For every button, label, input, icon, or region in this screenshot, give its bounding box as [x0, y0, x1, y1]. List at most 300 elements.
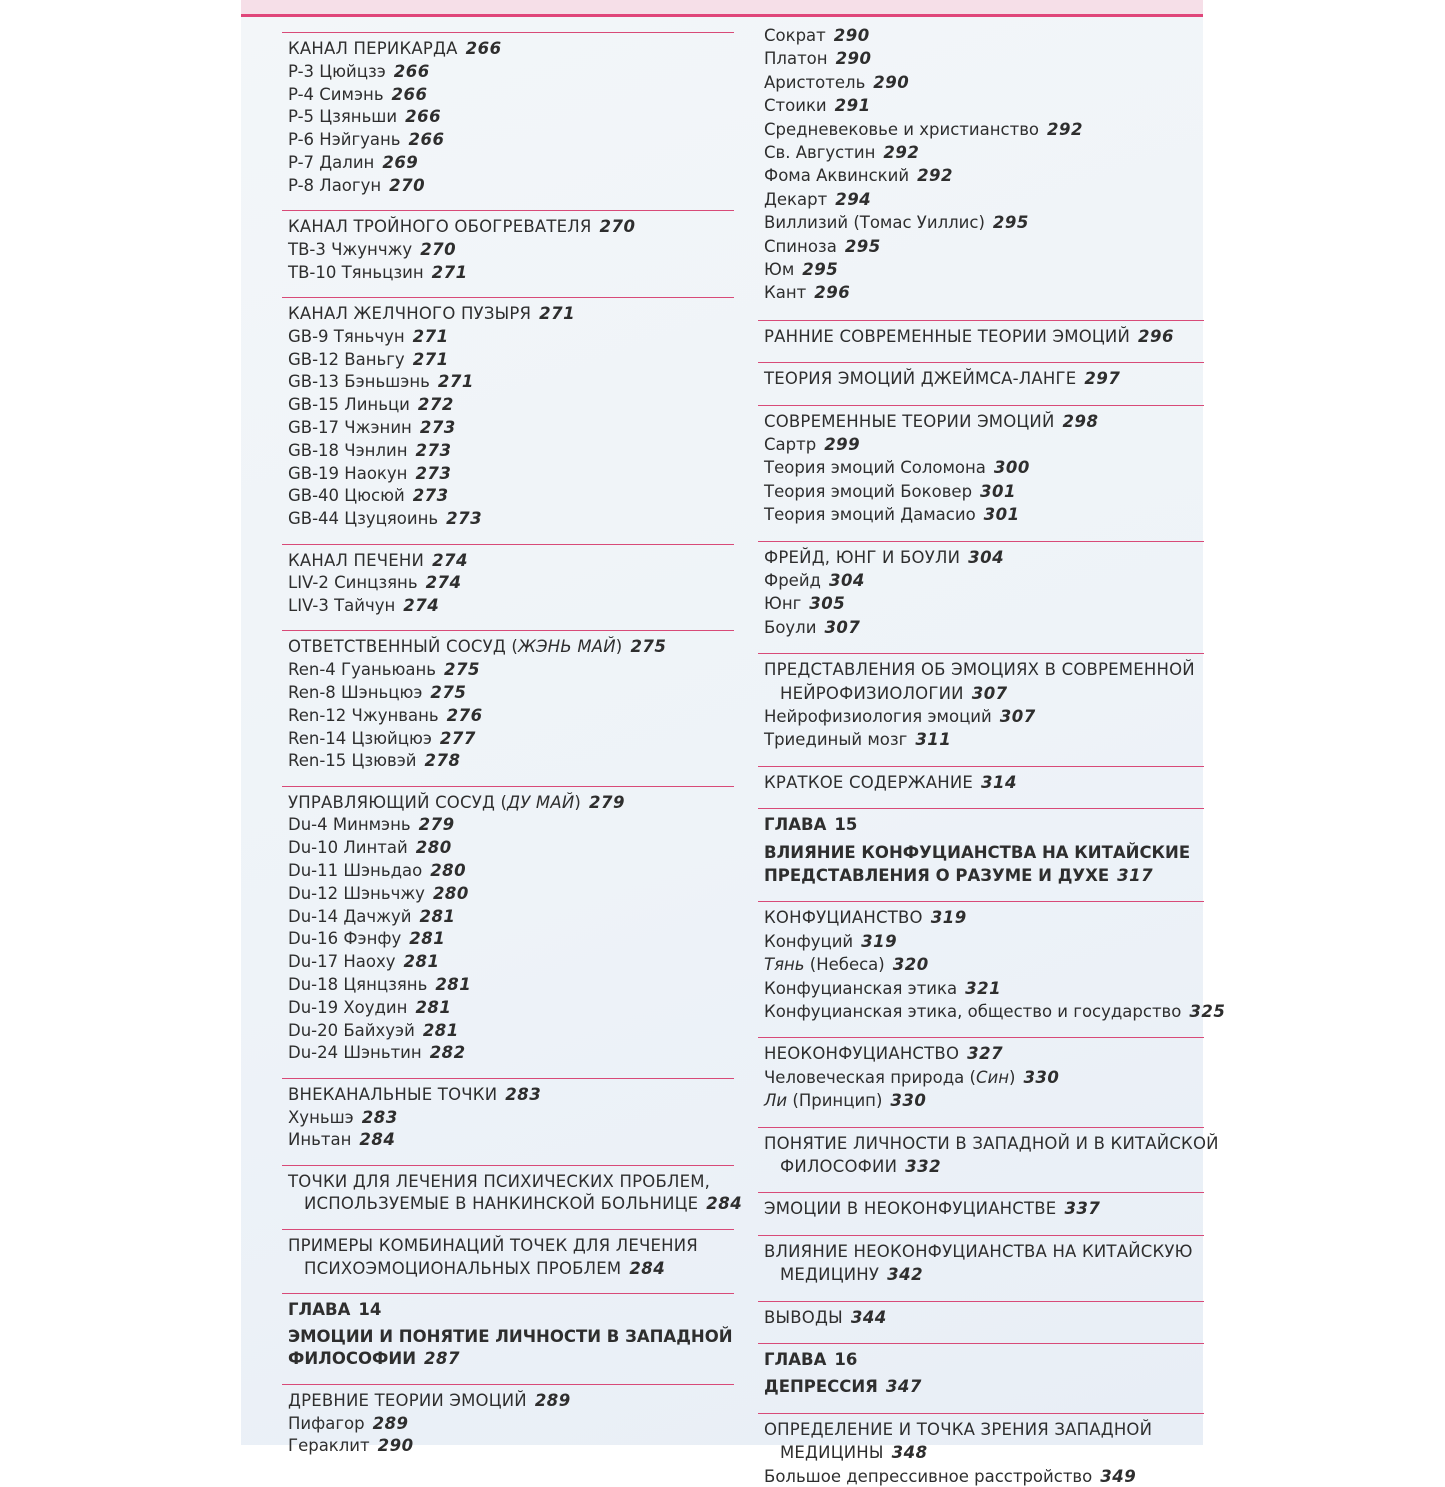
entry-label: LIV-2 Синцзянь: [288, 573, 418, 593]
entry-label: Декарт: [764, 189, 828, 209]
toc-section: [282, 630, 734, 771]
toc-section: [758, 1127, 1219, 1176]
toc-section: [758, 1343, 1204, 1397]
toc-entry[interactable]: [288, 1043, 466, 1063]
page-number: 277: [439, 728, 476, 748]
page-number: 319: [930, 908, 967, 928]
toc-section: [758, 766, 1204, 792]
page-number: 273: [415, 440, 452, 460]
toc-entry[interactable]: [764, 237, 881, 257]
entry-label: GB-12 Ваньгу: [288, 349, 405, 369]
page-number: 290: [833, 26, 870, 45]
page-number: 281: [415, 997, 452, 1017]
toc-entry[interactable]: [764, 143, 919, 163]
entry-label: Du-20 Байхуэй: [288, 1020, 415, 1040]
toc-entry[interactable]: [288, 441, 451, 461]
page-number: 275: [444, 660, 480, 680]
entry-label: Конфуцианская этика, общество и государство: [764, 1001, 1182, 1021]
toc-entry[interactable]: [764, 120, 1083, 140]
toc-entry[interactable]: [288, 838, 452, 858]
toc-entry[interactable]: [288, 395, 454, 415]
toc-entry[interactable]: [288, 751, 460, 771]
section-title: ОТВЕТСТВЕННЫЙ СОСУД (: [288, 637, 519, 657]
section-title: ДРЕВНИЕ ТЕОРИИ ЭМОЦИЙ: [288, 1390, 527, 1410]
page-number: 278: [424, 751, 461, 771]
entry-label: Теория эмоций Дамасио: [764, 505, 976, 525]
entry-label: Du-17 Наоху: [288, 952, 396, 972]
section-heading[interactable]: [764, 1242, 1193, 1262]
entry-label: Стоики: [764, 96, 827, 116]
section-heading[interactable]: [764, 548, 1004, 568]
page-number: 330: [890, 1091, 927, 1111]
page-number: 311: [915, 730, 952, 750]
chapter-title-text: ПРЕДСТАВЛЕНИЯ О РАЗУМЕ И ДУХЕ: [764, 865, 1110, 885]
page-number: 272: [417, 395, 454, 415]
section-heading[interactable]: [288, 637, 666, 657]
toc-entry[interactable]: [288, 729, 476, 749]
page-number: 301: [983, 505, 1020, 525]
entry-label: GB-44 Цзуцяоинь: [288, 509, 439, 529]
toc-section: [282, 297, 734, 529]
section-title: ФИЛОСОФИИ: [780, 1156, 898, 1176]
page-number: 274: [403, 596, 440, 616]
toc-section: [758, 1235, 1204, 1285]
toc-entry[interactable]: [764, 213, 1029, 233]
chapter-word: ГЛАВА: [764, 815, 827, 835]
entry-label: Большое депрессивное расстройство: [764, 1466, 1093, 1486]
section-title: НЕЙРОФИЗИОЛОГИИ: [780, 683, 964, 703]
section-heading-cont[interactable]: [764, 1265, 923, 1285]
toc-entry[interactable]: [288, 683, 466, 703]
entry-label: Виллизий (Томас Уиллис): [764, 213, 985, 233]
toc-entry[interactable]: [764, 26, 870, 46]
entry-label: Нейрофизиология эмоций: [764, 706, 992, 726]
section-title: ИСПОЛЬЗУЕМЫЕ В НАНКИНСКОЙ БОЛЬНИЦЕ: [304, 1194, 699, 1214]
section-heading[interactable]: [764, 660, 1195, 680]
toc-entry[interactable]: [764, 571, 865, 591]
page-number: 273: [415, 463, 452, 483]
page-number: 281: [409, 929, 446, 949]
entry-label: Средневековье и христианство: [764, 119, 1040, 139]
toc-entry[interactable]: [764, 707, 1036, 727]
section-title: МЕДИЦИНЫ: [780, 1443, 884, 1463]
entry-label-italic: Ли: [764, 1091, 788, 1111]
toc-entry[interactable]: [764, 730, 951, 750]
entry-label: GB-9 Тяньчун: [288, 326, 405, 346]
toc-section: [282, 1384, 734, 1456]
page-number: 269: [382, 153, 419, 172]
entry-label: Du-11 Шэньдао: [288, 861, 423, 881]
entry-label: Гераклит: [288, 1436, 370, 1456]
section-title: ВЛИЯНИЕ НЕОКОНФУЦИАНСТВА НА КИТАЙСКУЮ: [764, 1241, 1193, 1261]
toc-entry[interactable]: [288, 884, 469, 904]
toc-section: [282, 32, 734, 195]
chapter-title-text: ФИЛОСОФИИ: [288, 1349, 417, 1369]
section-title: ФРЕЙД, ЮНГ И БОУЛИ: [764, 547, 961, 567]
page-number: 282: [429, 1043, 466, 1063]
page-number: 299: [824, 434, 861, 454]
toc-entry[interactable]: [764, 435, 860, 455]
section-heading[interactable]: [288, 1172, 710, 1192]
entry-label: Иньтан: [288, 1130, 352, 1150]
page-number: 271: [539, 304, 576, 323]
page-number: 314: [981, 772, 1017, 792]
page-number: 270: [389, 175, 426, 195]
entry-label: ): [1009, 1067, 1016, 1087]
entry-label: Сократ: [764, 26, 826, 45]
page-number: 281: [403, 952, 440, 972]
section-heading[interactable]: [288, 304, 575, 324]
entry-label: Аристотель: [764, 72, 866, 92]
page-number: 281: [422, 1020, 459, 1040]
toc-entry[interactable]: [764, 979, 1001, 999]
entry-label: GB-15 Линьци: [288, 395, 410, 415]
page-number: 279: [589, 792, 625, 812]
chapter-title[interactable]: [288, 1327, 733, 1347]
entry-label: ТВ-10 Тяньцзин: [288, 262, 424, 282]
toc-entry[interactable]: [288, 1130, 395, 1150]
page-number: 266: [408, 130, 445, 150]
page-number: 301: [980, 481, 1016, 501]
page-number: 281: [435, 975, 472, 995]
page-number: 304: [828, 570, 865, 590]
entry-label: Du-10 Линтай: [288, 838, 408, 858]
entry-label: Du-14 Дачжуй: [288, 906, 412, 926]
toc-section: [282, 1165, 743, 1214]
section-title-italic: ЖЭНЬ МАЙ: [518, 637, 616, 657]
toc-entry[interactable]: [288, 952, 439, 972]
toc-section: [758, 1301, 1204, 1327]
section-title: ТЕОРИЯ ЭМОЦИЙ ДЖЕЙМСА-ЛАНГЕ: [764, 369, 1077, 389]
section-heading[interactable]: [764, 908, 967, 928]
page-number: 280: [432, 883, 469, 903]
toc-section: [758, 1192, 1204, 1219]
section-heading[interactable]: [764, 327, 1174, 347]
entry-label: Du-18 Цянцзянь: [288, 975, 428, 995]
chapter-label: [764, 815, 857, 835]
toc-entry[interactable]: [288, 153, 418, 173]
toc-entry[interactable]: [288, 1436, 414, 1456]
toc-section: [758, 901, 1226, 1021]
entry-label: Теория эмоций Соломона: [764, 458, 986, 478]
toc-entry[interactable]: [764, 73, 909, 93]
chapter-title[interactable]: [764, 843, 1190, 863]
entry-label: Ren-12 Чжунвань: [288, 705, 439, 725]
section-heading[interactable]: [288, 793, 625, 813]
toc-section: [282, 786, 734, 1063]
entry-label: (Принцип): [787, 1091, 883, 1111]
entry-label: Ren-15 Цзювэй: [288, 751, 417, 771]
chapter-number: 14: [358, 1299, 382, 1319]
page-number: 280: [430, 861, 467, 881]
page-number: 304: [968, 547, 1005, 567]
section-heading-cont[interactable]: [288, 1194, 742, 1214]
page-number: 283: [361, 1107, 398, 1127]
section-title: КАНАЛ ЖЕЛЧНОГО ПУЗЫРЯ: [288, 304, 532, 323]
page-number: 289: [534, 1390, 571, 1410]
entry-label: Спиноза: [764, 236, 837, 256]
page-number: 266: [391, 84, 428, 104]
section-title: ВНЕКАНАЛЬНЫЕ ТОЧКИ: [288, 1084, 498, 1104]
page-number: 290: [377, 1436, 414, 1456]
section-title-italic: ДУ МАЙ: [507, 792, 575, 812]
page-number: 292: [1047, 119, 1083, 139]
toc-entry[interactable]: [764, 458, 1030, 478]
toc-entry[interactable]: [288, 418, 456, 438]
page-top-border: [241, 0, 1203, 17]
page-number: 292: [883, 143, 920, 162]
page-number: 274: [425, 573, 462, 593]
section-heading[interactable]: [288, 1236, 698, 1256]
chapter-title-cont[interactable]: [764, 866, 1153, 886]
entry-label-italic: Тянь: [764, 955, 805, 975]
toc-entry[interactable]: [288, 1021, 459, 1041]
entry-label: Юнг: [764, 594, 802, 614]
toc-entry[interactable]: [764, 260, 838, 280]
toc-entry[interactable]: [288, 85, 428, 105]
toc-section: [282, 1078, 734, 1150]
page-number: 349: [1100, 1466, 1137, 1486]
page-number: 275: [630, 637, 667, 657]
section-heading[interactable]: [764, 412, 1098, 432]
page-number: 320: [892, 955, 929, 975]
toc-entry[interactable]: [288, 1414, 409, 1434]
chapter-title[interactable]: [764, 1377, 922, 1397]
toc-entry[interactable]: [288, 130, 444, 150]
page-number: 266: [465, 39, 502, 58]
page-number: 297: [1084, 369, 1121, 389]
entry-label: Теория эмоций Боковер: [764, 481, 973, 501]
entry-label: GB-13 Бэньшэнь: [288, 372, 430, 392]
toc-entry[interactable]: [764, 1467, 1136, 1487]
toc-entry[interactable]: [764, 594, 845, 614]
section-heading[interactable]: [288, 217, 635, 237]
page-number: 270: [599, 217, 636, 237]
section-title: ЭМОЦИИ В НЕОКОНФУЦИАНСТВЕ: [764, 1199, 1057, 1219]
entry-label: GB-18 Чэнлин: [288, 440, 408, 460]
page-number: 284: [706, 1194, 743, 1214]
entry-label: Св. Августин: [764, 143, 876, 162]
entry-label: GB-17 Чжэнин: [288, 418, 412, 437]
toc-entry[interactable]: [764, 166, 953, 186]
page-number: 270: [420, 239, 457, 259]
page-number: 296: [1137, 326, 1174, 346]
toc-entry[interactable]: [764, 955, 929, 975]
page-number: 348: [891, 1443, 928, 1463]
toc-entry[interactable]: [764, 1002, 1225, 1022]
page-number: 292: [917, 166, 954, 186]
chapter-label: [764, 1350, 857, 1370]
section-title: ): [574, 792, 582, 812]
section-title: ПРИМЕРЫ КОМБИНАЦИЙ ТОЧЕК ДЛЯ ЛЕЧЕНИЯ: [288, 1235, 698, 1255]
section-title: КРАТКОЕ СОДЕРЖАНИЕ: [764, 772, 974, 792]
toc-section: [758, 1413, 1204, 1486]
entry-label-italic: Син: [975, 1067, 1010, 1087]
chapter-word: ГЛАВА: [288, 1299, 351, 1319]
section-heading[interactable]: [764, 1199, 1100, 1219]
toc-entry[interactable]: [288, 861, 466, 881]
section-heading[interactable]: [288, 551, 468, 571]
section-title: ВЫВОДЫ: [764, 1307, 843, 1327]
section-heading[interactable]: [288, 39, 502, 59]
toc-entry[interactable]: [288, 464, 451, 484]
entry-label: Du-4 Минмэнь: [288, 815, 411, 835]
entry-label: Фома Аквинский: [764, 166, 910, 186]
page-number: 321: [965, 978, 1002, 998]
page-number: 281: [419, 906, 456, 926]
page-number: 275: [430, 682, 467, 702]
section-title: КАНАЛ ПЕРИКАРДА: [288, 39, 458, 58]
toc-section: [282, 1293, 734, 1369]
toc-entry[interactable]: [288, 509, 482, 529]
page-number: 271: [412, 326, 449, 346]
section-title: ПРЕДСТАВЛЕНИЯ ОБ ЭМОЦИЯХ В СОВРЕМЕННОЙ: [764, 660, 1195, 680]
toc-entry[interactable]: [288, 929, 445, 949]
toc-entry[interactable]: [764, 96, 871, 116]
page-number: 296: [814, 283, 851, 303]
section-title: ТОЧКИ ДЛЯ ЛЕЧЕНИЯ ПСИХИЧЕСКИХ ПРОБЛЕМ,: [288, 1171, 711, 1191]
toc-entry[interactable]: [288, 263, 468, 283]
chapter-number: 16: [834, 1350, 858, 1369]
page-number: 284: [359, 1130, 396, 1150]
entry-label: Пифагор: [288, 1413, 365, 1433]
page-number: 287: [424, 1349, 460, 1369]
page-number: 291: [834, 96, 871, 116]
toc-entry[interactable]: [764, 1091, 926, 1111]
toc-entry[interactable]: [764, 482, 1016, 502]
toc-entry[interactable]: [288, 107, 441, 127]
entry-label: ТВ-3 Чжунчжу: [288, 239, 413, 259]
toc-section: [758, 808, 1204, 885]
section-heading[interactable]: [764, 773, 1017, 793]
entry-label: Ren-14 Цзюйцюэ: [288, 728, 432, 748]
chapter-title-text: ВЛИЯНИЕ КОНФУЦИАНСТВА НА КИТАЙСКИЕ: [764, 842, 1191, 862]
entry-label: P-6 Нэйгуань: [288, 130, 401, 150]
page-number: 317: [1117, 865, 1154, 885]
chapter-title-cont[interactable]: [288, 1349, 460, 1369]
page-number: 271: [431, 262, 468, 282]
toc-entry[interactable]: [288, 240, 456, 260]
entry-label: Хуньшэ: [288, 1107, 354, 1127]
entry-label: LIV-3 Тайчун: [288, 596, 396, 616]
section-title: КАНАЛ ТРОЙНОГО ОБОГРЕВАТЕЛЯ: [288, 217, 592, 237]
section-title: МЕДИЦИНУ: [780, 1265, 880, 1285]
entry-label: Сартр: [764, 434, 817, 454]
toc-entry[interactable]: [288, 350, 449, 370]
page-number: 266: [393, 61, 430, 81]
toc-entry[interactable]: [288, 1108, 398, 1128]
toc-entry[interactable]: [764, 283, 850, 303]
section-heading[interactable]: [288, 1085, 541, 1105]
section-heading[interactable]: [764, 369, 1120, 389]
entry-label: Du-16 Фэнфу: [288, 929, 402, 949]
toc-section: [282, 210, 734, 282]
section-title: НЕОКОНФУЦИАНСТВО: [764, 1044, 960, 1064]
entry-label: GB-40 Цюсюй: [288, 486, 405, 506]
toc-entry[interactable]: [288, 486, 449, 506]
toc-entry[interactable]: [288, 573, 462, 593]
toc-section: [282, 1229, 734, 1278]
page-number: 347: [885, 1377, 922, 1397]
toc-entry[interactable]: [288, 998, 451, 1018]
page-number: 271: [437, 372, 474, 392]
page-number: 273: [446, 509, 483, 529]
section-heading[interactable]: [764, 1044, 1003, 1064]
page-number: 273: [412, 486, 449, 506]
chapter-label: [288, 1300, 381, 1320]
toc-entry[interactable]: [764, 505, 1020, 525]
page-number: 290: [835, 49, 872, 69]
section-title: КАНАЛ ПЕЧЕНИ: [288, 550, 425, 570]
toc-section: [758, 405, 1204, 525]
toc-entry[interactable]: [764, 1068, 1059, 1088]
page-number: 327: [967, 1044, 1004, 1064]
page-number: 271: [412, 349, 449, 369]
toc-section: [758, 653, 1204, 750]
section-heading[interactable]: [764, 1308, 887, 1328]
entry-label: Триединый мозг: [764, 730, 908, 750]
toc-entry[interactable]: [288, 62, 430, 82]
section-heading[interactable]: [764, 1134, 1219, 1154]
entry-label: Du-19 Хоудин: [288, 997, 408, 1017]
section-heading-cont[interactable]: [288, 1259, 665, 1279]
chapter-word: ГЛАВА: [764, 1350, 827, 1369]
entry-label: Платон: [764, 49, 828, 69]
section-title: УПРАВЛЯЮЩИЙ СОСУД (: [288, 792, 508, 812]
toc-section: [282, 544, 734, 616]
toc-entry[interactable]: [764, 618, 860, 638]
entry-label: Боули: [764, 617, 817, 637]
toc-entry[interactable]: [288, 907, 455, 927]
section-heading-cont[interactable]: [764, 1443, 928, 1463]
chapter-title-text: ДЕПРЕССИЯ: [764, 1377, 878, 1397]
page-number: 337: [1064, 1199, 1101, 1219]
toc-entry[interactable]: [764, 49, 872, 69]
toc-entry[interactable]: [288, 815, 455, 835]
page-number: 305: [809, 594, 846, 614]
section-heading-cont[interactable]: [764, 1157, 941, 1177]
entry-label: Фрейд: [764, 570, 821, 590]
toc-entry[interactable]: [288, 975, 471, 995]
chapter-number: 15: [834, 815, 858, 835]
section-heading-cont[interactable]: [764, 684, 1008, 704]
page-number: 294: [835, 189, 872, 209]
page-number: 284: [629, 1258, 666, 1278]
chapter-title-text: ЭМОЦИИ И ПОНЯТИЕ ЛИЧНОСТИ В ЗАПАДНОЙ: [288, 1326, 733, 1346]
page-number: 283: [505, 1084, 542, 1104]
section-heading[interactable]: [764, 1420, 1152, 1440]
section-title: РАННИЕ СОВРЕМЕННЫЕ ТЕОРИИ ЭМОЦИЙ: [764, 326, 1130, 346]
toc-entry[interactable]: [288, 706, 483, 726]
page-number: 289: [372, 1413, 409, 1433]
page-number: 332: [905, 1156, 942, 1176]
toc-entry[interactable]: [764, 190, 871, 210]
entry-label: P-7 Далин: [288, 153, 375, 172]
entry-label: Юм: [764, 260, 795, 279]
toc-entry[interactable]: [288, 660, 480, 680]
section-heading[interactable]: [288, 1391, 571, 1411]
toc-entry[interactable]: [288, 372, 474, 392]
toc-entry[interactable]: [764, 932, 897, 952]
entry-label: P-4 Симэнь: [288, 84, 384, 104]
toc-entry[interactable]: [288, 327, 449, 347]
page-number: 274: [432, 550, 469, 570]
entry-label: Кант: [764, 283, 807, 303]
page-number: 279: [418, 815, 455, 835]
page-number: 276: [446, 705, 483, 725]
toc-entry[interactable]: [288, 176, 425, 196]
toc-entry[interactable]: [288, 596, 439, 616]
